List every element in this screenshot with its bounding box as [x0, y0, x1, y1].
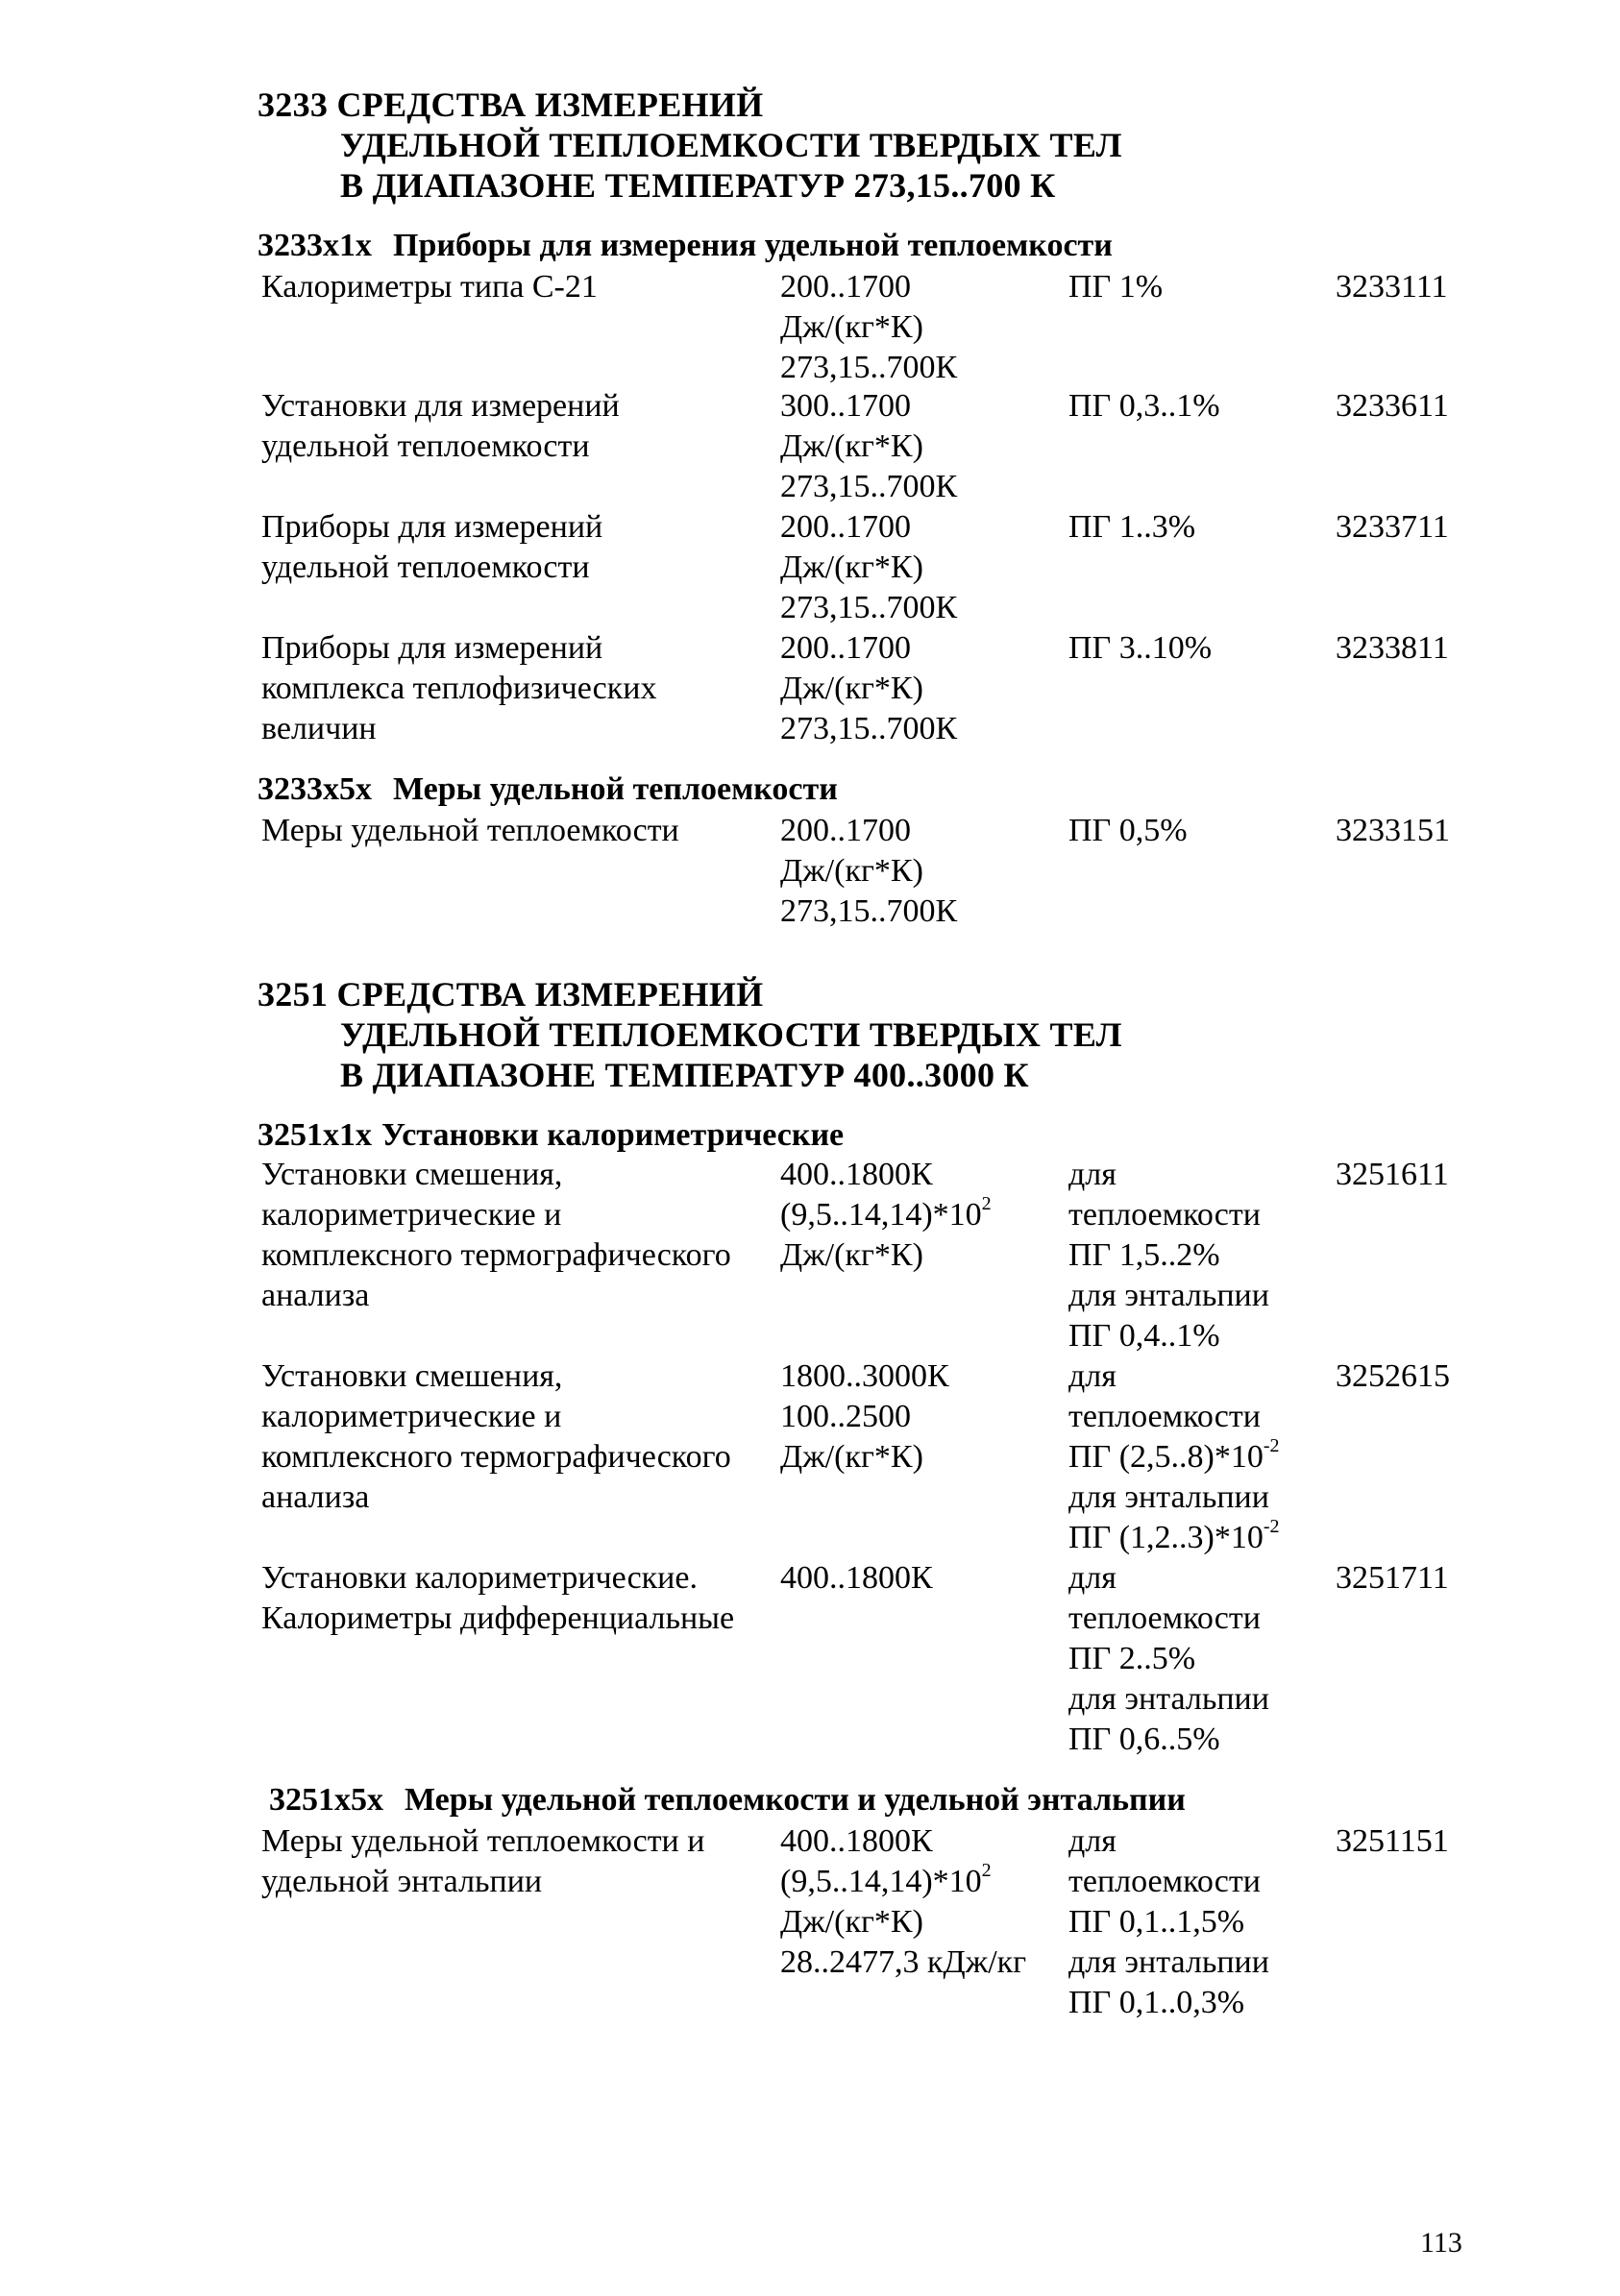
section-title-3233	[258, 85, 1122, 206]
measurement-range: 400..1800К	[780, 1560, 933, 1596]
error-limit: ПГ 1%	[1068, 269, 1164, 305]
group-name: Установки калориметрические	[381, 1117, 845, 1153]
instrument-name: Приборы для измерений комплекса теплофизических величин	[261, 630, 657, 746]
group-code: 3251x1x	[258, 1117, 372, 1153]
instrument-name: Калориметры типа С-21	[261, 269, 598, 305]
item-code: 3233611	[1336, 388, 1449, 424]
group-heading-3233x5x	[258, 770, 838, 809]
item-code: 3251151	[1336, 1823, 1449, 1859]
error-limit: ПГ 0,5%	[1068, 813, 1188, 848]
page-number: 113	[1420, 2227, 1462, 2259]
item-code: 3252615	[1336, 1358, 1450, 1394]
instrument-name: Приборы для измерений удельной теплоемкости	[261, 509, 603, 585]
error-limit: ПГ 0,3..1%	[1068, 388, 1220, 424]
section-title-line: 3233 СРЕДСТВА ИЗМЕРЕНИЙ	[258, 85, 764, 124]
error-limit: для теплоемкости ПГ 2..5% для энтальпии ПГ 0,6..5%	[1068, 1560, 1269, 1757]
error-limit: ПГ 3..10%	[1068, 630, 1213, 666]
measurement-range: 1800..3000К 100..2500 Дж/(кг*К)	[780, 1358, 949, 1475]
exponent: 2	[981, 1859, 992, 1881]
exponent: -2	[1263, 1434, 1280, 1456]
instrument-name: Меры удельной теплоемкости	[261, 813, 679, 848]
item-code: 3251611	[1336, 1157, 1449, 1192]
item-code: 3233111	[1336, 269, 1448, 305]
error-limit: для теплоемкости ПГ 1,5..2% для энтальпии ПГ 0,4..1%	[1068, 1157, 1269, 1354]
group-code: 3251x5x	[269, 1782, 383, 1818]
item-code: 3233811	[1336, 630, 1449, 666]
exponent: -2	[1263, 1515, 1280, 1537]
section-title-line: В ДИАПАЗОНЕ ТЕМПЕРАТУР 273,15..700 К	[340, 166, 1056, 205]
item-code: 3233151	[1336, 813, 1450, 848]
error-limit: для теплоемкости ПГ 0,1..1,5% для энтальпии ПГ 0,1..0,3%	[1068, 1823, 1269, 2020]
group-code: 3233x1x	[258, 228, 372, 263]
group-heading-3251x5x	[269, 1781, 1186, 1820]
measurement-range: 200..1700 Дж/(кг*К) 273,15..700К	[780, 630, 958, 746]
group-name: Меры удельной теплоемкости	[393, 771, 838, 807]
exponent: 2	[981, 1192, 992, 1214]
group-name: Приборы для измерения удельной теплоемкости	[393, 228, 1113, 263]
error-limit: ПГ 1..3%	[1068, 509, 1196, 545]
error-limit: для теплоемкости ПГ $(2,5..8)*10^{-2}$ для энтальпии ПГ $(1,2..3)*10^{-2}$	[1068, 1358, 1280, 1555]
section-title-line: УДЕЛЬНОЙ ТЕПЛОЕМКОСТИ ТВЕРДЫХ ТЕЛ	[340, 1015, 1122, 1054]
measurement-range: 400..1800К $(9,5..14,14)*10^2$ Дж/(кг*К)	[780, 1157, 992, 1273]
instrument-name: Меры удельной теплоемкости и удельной энтальпии	[261, 1823, 705, 1899]
section-title-3251	[258, 974, 1122, 1095]
measurement-range: 200..1700 Дж/(кг*К) 273,15..700К	[780, 813, 958, 929]
instrument-name: Установки калориметрические. Калориметры дифференциальные	[261, 1560, 735, 1636]
section-title-line: В ДИАПАЗОНЕ ТЕМПЕРАТУР 400..3000 К	[340, 1056, 1029, 1094]
group-heading-3251x1x	[258, 1116, 844, 1155]
group-name: Меры удельной теплоемкости и удельной энтальпии	[405, 1782, 1186, 1818]
instrument-name: Установки смешения, калориметрические и комплексного термографического анализа	[261, 1157, 731, 1313]
group-heading-3233x1x	[258, 227, 1113, 265]
item-code: 3251711	[1336, 1560, 1449, 1596]
group-code: 3233x5x	[258, 771, 372, 807]
instrument-name: Установки для измерений удельной теплоемкости	[261, 388, 620, 464]
instrument-name: Установки смешения, калориметрические и комплексного термографического анализа	[261, 1358, 731, 1515]
item-code: 3233711	[1336, 509, 1449, 545]
measurement-range: 300..1700 Дж/(кг*К) 273,15..700К	[780, 388, 958, 504]
section-title-line: 3251 СРЕДСТВА ИЗМЕРЕНИЙ	[258, 975, 764, 1014]
section-title-line: УДЕЛЬНОЙ ТЕПЛОЕМКОСТИ ТВЕРДЫХ ТЕЛ	[340, 126, 1122, 164]
measurement-range: 200..1700 Дж/(кг*К) 273,15..700К	[780, 509, 958, 625]
measurement-range: 200..1700 Дж/(кг*К) 273,15..700К	[780, 269, 958, 385]
measurement-range: 400..1800К $(9,5..14,14)*10^2$ Дж/(кг*К) 28..2477,3 кДж/кг	[780, 1823, 1027, 1980]
